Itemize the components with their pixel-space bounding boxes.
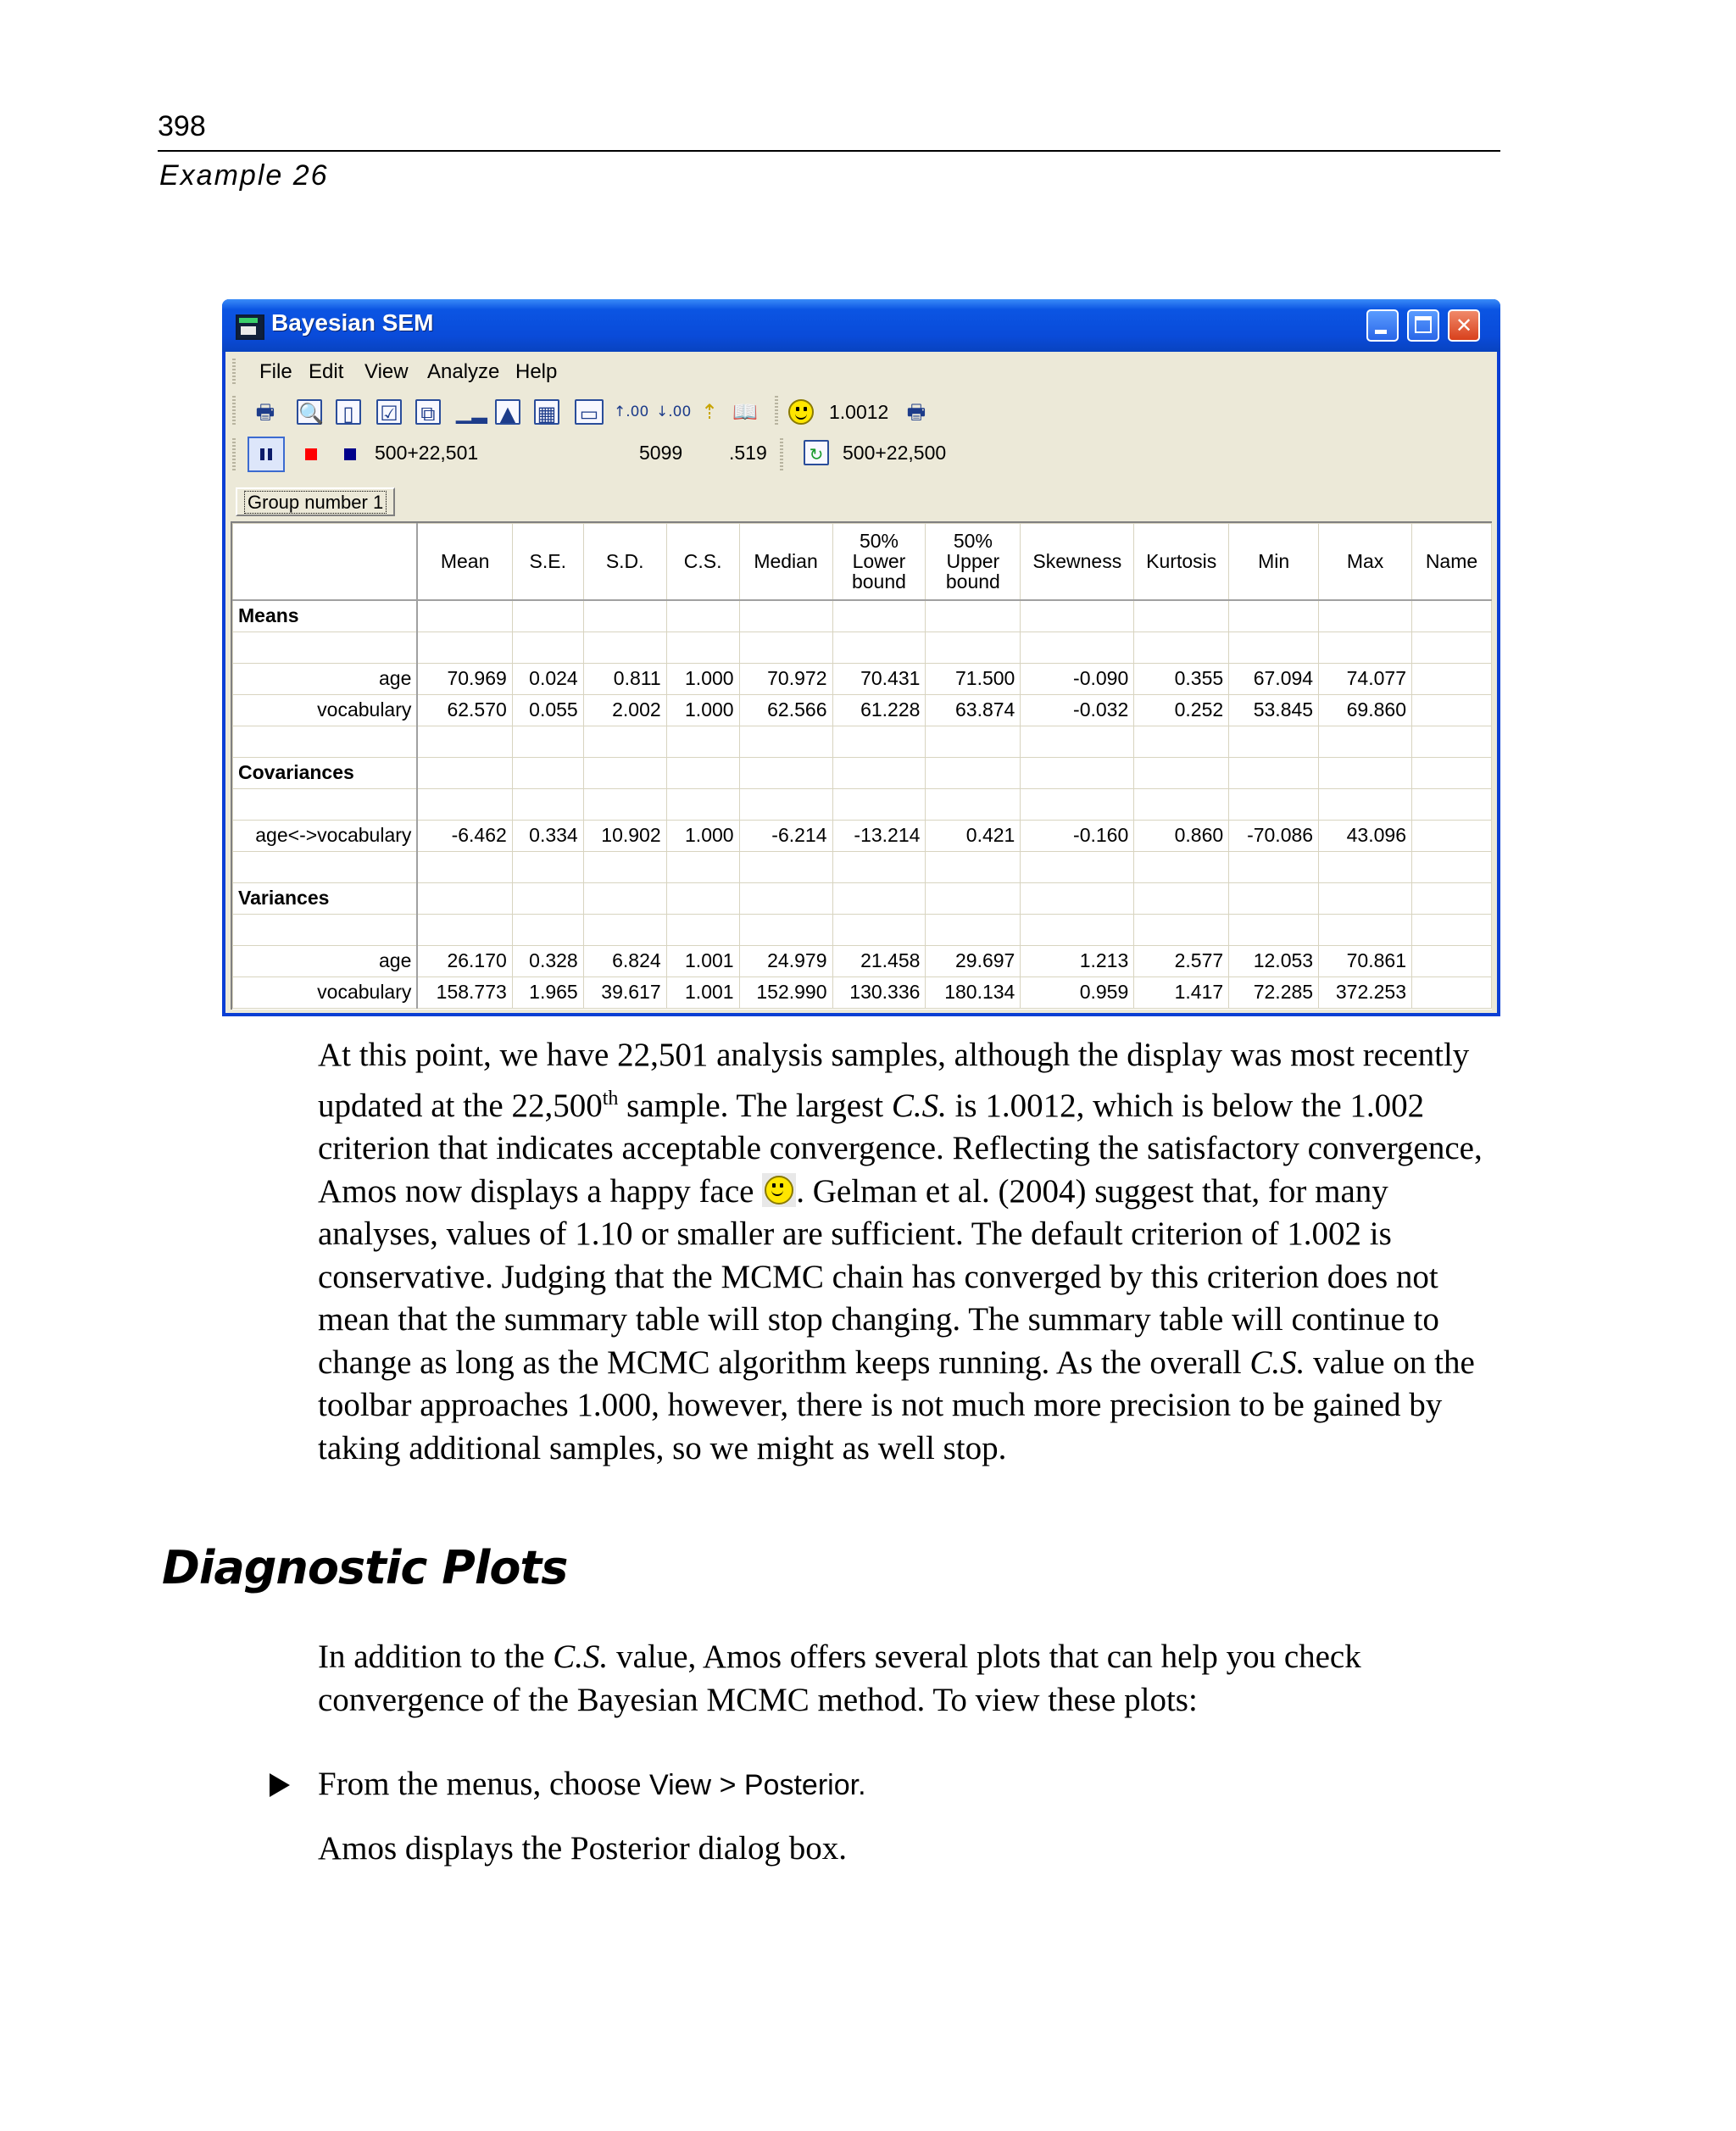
- table-cell[interactable]: [926, 632, 1021, 663]
- table-cell[interactable]: [666, 851, 739, 882]
- table-cell[interactable]: [1229, 726, 1319, 757]
- table-cell[interactable]: 0.421: [926, 820, 1021, 851]
- book-icon[interactable]: 📖: [732, 400, 758, 424]
- table-row: [233, 976, 1492, 1008]
- table-cell[interactable]: 0.024: [512, 663, 583, 694]
- sampling-toolbar: [225, 433, 1497, 474]
- table-cell[interactable]: [1319, 851, 1412, 882]
- table-cell[interactable]: [1412, 600, 1492, 632]
- section-label[interactable]: Variances: [233, 882, 418, 914]
- table-cell[interactable]: 1.000: [666, 663, 739, 694]
- table-cell[interactable]: [739, 757, 832, 788]
- col-header[interactable]: Mean: [417, 524, 512, 600]
- overall-cs-value: 1.0012: [829, 401, 889, 423]
- row-label[interactable]: vocabulary: [233, 976, 418, 1008]
- table-cell[interactable]: 71.500: [926, 663, 1021, 694]
- menu-view[interactable]: View: [364, 360, 409, 383]
- table-cell[interactable]: [1134, 632, 1229, 663]
- text-span: value, Amos offers several plots that can help you check convergence of the Bayesian MCMC method. To view these plots:: [318, 1639, 1361, 1718]
- table-cell[interactable]: [666, 757, 739, 788]
- table-cell[interactable]: [583, 757, 666, 788]
- table-cell[interactable]: [1229, 600, 1319, 632]
- table-cell[interactable]: 0.055: [512, 694, 583, 726]
- table-cell[interactable]: [1229, 882, 1319, 914]
- table-cell[interactable]: [1134, 882, 1229, 914]
- row-label[interactable]: vocabulary: [233, 694, 418, 726]
- table-cell[interactable]: 43.096: [1319, 820, 1412, 851]
- summary-table-area[interactable]: [231, 521, 1492, 1010]
- blank-row: [233, 914, 1492, 945]
- table-cell[interactable]: 372.253: [1319, 976, 1412, 1008]
- table-cell[interactable]: [739, 632, 832, 663]
- table-cell[interactable]: [666, 914, 739, 945]
- table-cell[interactable]: [583, 851, 666, 882]
- table-cell[interactable]: [1412, 820, 1492, 851]
- table-cell[interactable]: [1021, 632, 1134, 663]
- table-cell[interactable]: 1.000: [666, 694, 739, 726]
- table-cell[interactable]: 67.094: [1229, 663, 1319, 694]
- col-header[interactable]: Kurtosis: [1134, 524, 1229, 600]
- table-cell[interactable]: [417, 914, 512, 945]
- page-number: 398: [158, 110, 206, 142]
- happy-face-inline-icon: [762, 1173, 796, 1207]
- table-cell[interactable]: [583, 914, 666, 945]
- table-cell[interactable]: [1229, 914, 1319, 945]
- table-cell[interactable]: [832, 600, 926, 632]
- table-cell[interactable]: [512, 914, 583, 945]
- table-cell[interactable]: [1319, 882, 1412, 914]
- col-header[interactable]: C.S.: [666, 524, 739, 600]
- table-cell[interactable]: [512, 882, 583, 914]
- table-cell[interactable]: 53.845: [1229, 694, 1319, 726]
- blank-row: [233, 851, 1492, 882]
- table-cell[interactable]: [1134, 914, 1229, 945]
- table-cell[interactable]: [1319, 757, 1412, 788]
- cs-term: C.S.: [1249, 1344, 1305, 1381]
- close-icon: ✕: [1455, 314, 1473, 337]
- header-rule: [158, 150, 1500, 152]
- section-row: [233, 600, 1492, 632]
- table-cell[interactable]: [832, 914, 926, 945]
- table-cell[interactable]: [583, 788, 666, 820]
- table-cell[interactable]: [926, 851, 1021, 882]
- toolbar2-grip[interactable]: [232, 438, 236, 470]
- table-cell[interactable]: [666, 882, 739, 914]
- menu-ref-posterior: Posterior: [743, 1769, 859, 1801]
- table-cell[interactable]: [739, 882, 832, 914]
- table-cell[interactable]: -0.032: [1021, 694, 1134, 726]
- col-header[interactable]: Max: [1319, 524, 1412, 600]
- table-cell[interactable]: 130.336: [832, 976, 926, 1008]
- table-cell[interactable]: [512, 757, 583, 788]
- minimize-button[interactable]: [1366, 309, 1399, 342]
- table-cell[interactable]: [739, 600, 832, 632]
- table-cell[interactable]: [739, 851, 832, 882]
- col-header[interactable]: S.E.: [512, 524, 583, 600]
- cs-term: C.S.: [553, 1639, 609, 1675]
- table-cell[interactable]: [1319, 914, 1412, 945]
- text-span: . Gelman et al. (2004) suggest that, for many analyses, values of 1.10 or smaller are sufficient. The default criterion of 1.002 is conservative. Judging that the MCMC chain has converged by this criterion does not mean that the summary table will stop changing. The summary table will continue to change as long as the MCMC algorithm keeps running. As the overall: [318, 1172, 1439, 1381]
- refresh-sample-count: 500+22,500: [843, 442, 947, 464]
- table-cell[interactable]: [666, 788, 739, 820]
- table-cell[interactable]: 62.566: [739, 694, 832, 726]
- bar-chart-icon[interactable]: ▁▂: [456, 400, 487, 424]
- col-header[interactable]: Skewness: [1021, 524, 1134, 600]
- table-cell[interactable]: 6.824: [583, 945, 666, 976]
- title-bar[interactable]: [222, 299, 1500, 352]
- table-cell[interactable]: 70.861: [1319, 945, 1412, 976]
- window-title: Bayesian SEM: [271, 309, 434, 336]
- table-cell[interactable]: [1134, 757, 1229, 788]
- table-cell[interactable]: [666, 632, 739, 663]
- menu-file[interactable]: File: [259, 360, 292, 383]
- superscript: th: [602, 1087, 619, 1110]
- status-field-2: .519: [729, 442, 767, 464]
- table-cell[interactable]: [1229, 851, 1319, 882]
- table-row: [233, 663, 1492, 694]
- table-cell[interactable]: [1229, 788, 1319, 820]
- table-cell[interactable]: [1134, 788, 1229, 820]
- table-cell[interactable]: [926, 726, 1021, 757]
- table-cell[interactable]: 158.773: [417, 976, 512, 1008]
- table-cell[interactable]: 0.334: [512, 820, 583, 851]
- table-cell[interactable]: [666, 726, 739, 757]
- table-row: [233, 694, 1492, 726]
- pause-button[interactable]: [248, 437, 285, 472]
- table-cell[interactable]: [832, 788, 926, 820]
- happy-face-icon: [788, 399, 814, 425]
- reset-icon[interactable]: [344, 448, 356, 460]
- table-cell[interactable]: 70.969: [417, 663, 512, 694]
- table-cell[interactable]: -6.462: [417, 820, 512, 851]
- main-toolbar: [225, 389, 1497, 431]
- table-cell[interactable]: [926, 914, 1021, 945]
- table-cell[interactable]: -0.090: [1021, 663, 1134, 694]
- col-header[interactable]: Median: [739, 524, 832, 600]
- table-cell[interactable]: 2.577: [1134, 945, 1229, 976]
- table-cell[interactable]: 1.001: [666, 945, 739, 976]
- table-cell[interactable]: [926, 788, 1021, 820]
- table-cell[interactable]: [1021, 600, 1134, 632]
- col-header[interactable]: S.D.: [583, 524, 666, 600]
- table-cell[interactable]: -6.214: [739, 820, 832, 851]
- empty-cell[interactable]: [233, 726, 418, 757]
- table-cell[interactable]: 62.570: [417, 694, 512, 726]
- table-cell[interactable]: [666, 600, 739, 632]
- bullet-arrow-icon: [270, 1773, 290, 1797]
- table-cell[interactable]: [583, 726, 666, 757]
- table-cell[interactable]: [512, 788, 583, 820]
- table-cell[interactable]: -13.214: [832, 820, 926, 851]
- table-cell[interactable]: [832, 851, 926, 882]
- col-header[interactable]: 50% Upper bound: [926, 524, 1021, 600]
- table-cell[interactable]: [512, 851, 583, 882]
- cs-term: C.S.: [891, 1087, 947, 1124]
- table-cell[interactable]: [1021, 914, 1134, 945]
- section-row: [233, 757, 1492, 788]
- col-header[interactable]: Min: [1229, 524, 1319, 600]
- section-row: [233, 882, 1492, 914]
- table-cell[interactable]: 69.860: [1319, 694, 1412, 726]
- table-cell[interactable]: 39.617: [583, 976, 666, 1008]
- table-cell[interactable]: 0.959: [1021, 976, 1134, 1008]
- empty-cell[interactable]: [233, 788, 418, 820]
- text-span: At this point, we have 22,501 analysis samples, although the display was most recently updated at the 22,500: [318, 1037, 1470, 1124]
- paragraph-convergence: [318, 1034, 1505, 1470]
- table-cell[interactable]: [926, 600, 1021, 632]
- table-cell[interactable]: [1412, 945, 1492, 976]
- table-cell[interactable]: [1412, 632, 1492, 663]
- running-head: Example 26: [159, 159, 329, 192]
- menu-grip[interactable]: [232, 359, 236, 384]
- table-cell[interactable]: [1319, 600, 1412, 632]
- table-cell[interactable]: 152.990: [739, 976, 832, 1008]
- table-cell[interactable]: 63.874: [926, 694, 1021, 726]
- table-cell[interactable]: 72.285: [1229, 976, 1319, 1008]
- text-span: sample. The largest: [618, 1087, 892, 1124]
- increase-decimals-icon[interactable]: ↑.00: [614, 403, 649, 420]
- menu-analyze[interactable]: Analyze: [427, 360, 500, 383]
- table-cell[interactable]: [583, 600, 666, 632]
- table-cell[interactable]: [832, 882, 926, 914]
- row-label[interactable]: age: [233, 945, 418, 976]
- table-row: [233, 820, 1492, 851]
- table-cell[interactable]: 1.000: [666, 820, 739, 851]
- help-arrow-icon[interactable]: ⇡: [700, 400, 719, 424]
- table-cell[interactable]: [417, 600, 512, 632]
- close-button[interactable]: [1448, 309, 1480, 342]
- options-icon[interactable]: ☑: [376, 399, 402, 425]
- table-cell[interactable]: [1412, 851, 1492, 882]
- table-cell[interactable]: 70.431: [832, 663, 926, 694]
- section-label[interactable]: Covariances: [233, 757, 418, 788]
- table-cell[interactable]: [1412, 663, 1492, 694]
- table-cell[interactable]: -70.086: [1229, 820, 1319, 851]
- table-cell[interactable]: [739, 914, 832, 945]
- stop-icon[interactable]: [305, 448, 317, 460]
- text-span: .: [858, 1769, 866, 1801]
- table-cell[interactable]: [417, 726, 512, 757]
- table-cell[interactable]: [1412, 788, 1492, 820]
- table-cell[interactable]: [832, 632, 926, 663]
- group-tab[interactable]: Group number 1: [236, 487, 395, 516]
- table-cell[interactable]: [1319, 632, 1412, 663]
- table-cell[interactable]: [417, 788, 512, 820]
- table-cell[interactable]: 1.213: [1021, 945, 1134, 976]
- blank-row: [233, 632, 1492, 663]
- table-cell[interactable]: [1412, 757, 1492, 788]
- table-cell[interactable]: -0.160: [1021, 820, 1134, 851]
- table-cell[interactable]: [1412, 914, 1492, 945]
- table-cell[interactable]: [1134, 726, 1229, 757]
- table-cell[interactable]: [739, 726, 832, 757]
- section-heading: Diagnostic Plots: [162, 1541, 568, 1594]
- table-icon[interactable]: ▦: [534, 399, 559, 425]
- empty-cell[interactable]: [233, 851, 418, 882]
- maximize-icon: [1415, 316, 1432, 333]
- table-cell[interactable]: 0.252: [1134, 694, 1229, 726]
- row-label[interactable]: age<->vocabulary: [233, 820, 418, 851]
- table-cell[interactable]: [1021, 757, 1134, 788]
- table-cell[interactable]: 0.811: [583, 663, 666, 694]
- refresh-icon[interactable]: ↻: [804, 440, 829, 465]
- table-cell[interactable]: [1229, 632, 1319, 663]
- table-cell[interactable]: [1134, 600, 1229, 632]
- maximize-button[interactable]: [1407, 309, 1439, 342]
- table-cell[interactable]: [1412, 694, 1492, 726]
- decrease-decimals-icon[interactable]: ↓.00: [656, 403, 692, 420]
- table-cell[interactable]: [1229, 757, 1319, 788]
- paragraph-result: Amos displays the Posterior dialog box.: [318, 1830, 847, 1867]
- page-setup-icon[interactable]: ▯: [336, 399, 361, 425]
- table-cell[interactable]: 2.002: [583, 694, 666, 726]
- table-cell[interactable]: [512, 632, 583, 663]
- row-label[interactable]: age: [233, 663, 418, 694]
- print-icon[interactable]: 🖶: [255, 400, 275, 424]
- text-span: value on the toolbar approaches 1.000, however, there is not much more precision to be gained by taking additional samples, so we might as well stop.: [318, 1344, 1475, 1466]
- table-cell[interactable]: 21.458: [832, 945, 926, 976]
- table-cell[interactable]: [1412, 976, 1492, 1008]
- table-cell[interactable]: 61.228: [832, 694, 926, 726]
- empty-cell[interactable]: [233, 914, 418, 945]
- corner-cell: [233, 524, 418, 600]
- menu-help[interactable]: Help: [515, 360, 558, 383]
- instruction-step: [318, 1763, 1505, 1807]
- app-icon: [236, 314, 264, 340]
- text-span: From the menus, choose: [318, 1766, 650, 1802]
- table-cell[interactable]: [1412, 882, 1492, 914]
- table-cell[interactable]: 26.170: [417, 945, 512, 976]
- table-cell[interactable]: [512, 600, 583, 632]
- table-cell[interactable]: 24.979: [739, 945, 832, 976]
- section-label[interactable]: Means: [233, 600, 418, 632]
- table-cell[interactable]: [832, 757, 926, 788]
- bayesian-sem-window: [222, 299, 1500, 1016]
- table-cell[interactable]: 12.053: [1229, 945, 1319, 976]
- text-span: is 1.0012, which is below the 1.002 criterion that indicates acceptable convergence. Reflecting the satisfactory convergence, Amos now displays a happy face: [318, 1087, 1483, 1210]
- table-cell[interactable]: 180.134: [926, 976, 1021, 1008]
- copy-icon[interactable]: ⧉: [415, 399, 441, 425]
- table-cell[interactable]: [1319, 726, 1412, 757]
- table-cell[interactable]: 0.328: [512, 945, 583, 976]
- table-row: [233, 945, 1492, 976]
- table-cell[interactable]: [926, 882, 1021, 914]
- table-cell[interactable]: [417, 632, 512, 663]
- toolbar2-separator: [780, 438, 783, 470]
- menu-separator: >: [711, 1769, 744, 1801]
- summary-table: [232, 523, 1492, 1009]
- col-header[interactable]: Name: [1412, 524, 1492, 600]
- table-cell[interactable]: 1.417: [1134, 976, 1229, 1008]
- table-cell[interactable]: [1021, 851, 1134, 882]
- table-cell[interactable]: [1021, 882, 1134, 914]
- table-cell[interactable]: 1.965: [512, 976, 583, 1008]
- blank-row: [233, 788, 1492, 820]
- toolbar-separator: [775, 396, 778, 426]
- paragraph-plots: [318, 1636, 1505, 1722]
- text-span: In addition to the: [318, 1639, 554, 1675]
- table-cell[interactable]: [1021, 788, 1134, 820]
- table-cell[interactable]: 0.355: [1134, 663, 1229, 694]
- menu-bar: [225, 352, 1497, 389]
- table-cell[interactable]: [417, 757, 512, 788]
- table-cell[interactable]: [512, 726, 583, 757]
- menu-edit[interactable]: Edit: [309, 360, 344, 383]
- table-cell[interactable]: [926, 757, 1021, 788]
- empty-cell[interactable]: [233, 632, 418, 663]
- table-cell[interactable]: [739, 788, 832, 820]
- table-cell[interactable]: [1319, 788, 1412, 820]
- print-summary-icon[interactable]: 🖶: [906, 400, 926, 424]
- toolbar-grip[interactable]: [232, 396, 236, 426]
- table-cell[interactable]: 10.902: [583, 820, 666, 851]
- status-field-1: 5099: [639, 442, 683, 464]
- blank-row: [233, 726, 1492, 757]
- menu-ref-view: View: [649, 1769, 712, 1801]
- table-cell[interactable]: [1021, 726, 1134, 757]
- table-cell[interactable]: 0.860: [1134, 820, 1229, 851]
- table-cell[interactable]: 29.697: [926, 945, 1021, 976]
- table-cell[interactable]: 74.077: [1319, 663, 1412, 694]
- table-cell[interactable]: [417, 851, 512, 882]
- col-header[interactable]: 50% Lower bound: [832, 524, 926, 600]
- posterior-plot-icon[interactable]: ▲: [495, 399, 520, 425]
- fit-icon[interactable]: ▭: [575, 399, 604, 425]
- sample-count: 500+22,501: [375, 442, 479, 464]
- smiley-icon: [765, 1176, 793, 1205]
- table-cell[interactable]: [583, 632, 666, 663]
- table-cell[interactable]: 1.001: [666, 976, 739, 1008]
- table-cell[interactable]: [583, 882, 666, 914]
- table-cell[interactable]: 70.972: [739, 663, 832, 694]
- table-cell[interactable]: [1134, 851, 1229, 882]
- minimize-icon: [1375, 330, 1387, 334]
- table-cell[interactable]: [832, 726, 926, 757]
- print-preview-icon[interactable]: 🔍: [297, 399, 322, 425]
- table-cell[interactable]: [1412, 726, 1492, 757]
- table-cell[interactable]: [417, 882, 512, 914]
